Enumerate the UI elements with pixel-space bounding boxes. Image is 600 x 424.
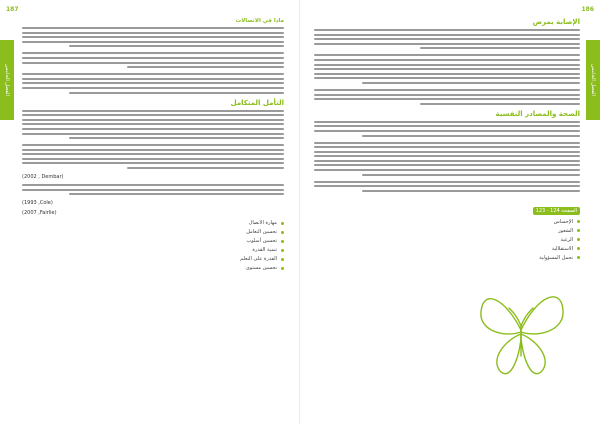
right-highlight-label: الصفحة 124 - 123 — [533, 207, 580, 215]
right-page — [300, 0, 600, 424]
list-item: تحمل المسؤولية — [410, 255, 580, 261]
list-item: تحسين أسلوب — [22, 238, 284, 244]
list-item: الرغبة — [410, 237, 580, 243]
left-page-number: 187 — [6, 6, 19, 13]
right-paragraph — [314, 29, 580, 49]
left-paragraph — [22, 110, 284, 140]
list-item: الإحساس — [410, 219, 580, 225]
right-page-number: 186 — [581, 6, 594, 13]
right-heading-2: الصحة والمصادر النفسية — [495, 109, 580, 118]
list-item: القدرة على التعلم — [22, 256, 284, 262]
left-reference-2: (1993 ,Cole) — [22, 200, 53, 207]
left-bullet-list — [22, 220, 284, 271]
left-reference-3: (2007 ,Fairlie) — [22, 210, 57, 217]
left-reference-1: (2002 , Dembar) — [22, 174, 64, 181]
right-paragraph — [314, 181, 580, 192]
right-list — [410, 219, 580, 261]
butterfly-icon — [475, 268, 567, 394]
right-paragraph — [314, 89, 580, 105]
right-heading-1: الإصابة بمرض — [532, 18, 580, 26]
left-paragraph — [22, 27, 284, 47]
right-side-tab: الفصل الخامس — [586, 40, 600, 120]
left-paragraph — [22, 184, 284, 195]
left-heading-2: التأمل المتكامل — [230, 98, 284, 107]
left-paragraph — [22, 52, 284, 68]
left-heading-1: ماذا في الاتصالات — [235, 18, 284, 24]
list-item: مهارة الاتصال — [22, 220, 284, 226]
right-paragraph — [314, 54, 580, 84]
left-paragraph — [22, 73, 284, 93]
left-paragraph — [22, 144, 284, 169]
list-item: تحسين مستوى — [22, 265, 284, 271]
list-item: الاستقلالية — [410, 246, 580, 252]
left-main-column — [22, 18, 284, 274]
right-paragraph — [314, 121, 580, 137]
right-main-column — [314, 18, 580, 264]
list-item: تنمية القدرة — [22, 247, 284, 253]
list-item: الشعور — [410, 228, 580, 234]
left-side-tab: الفصل الخامس — [0, 40, 14, 120]
right-paragraph — [314, 142, 580, 176]
list-item: تحسين التعامل — [22, 229, 284, 235]
